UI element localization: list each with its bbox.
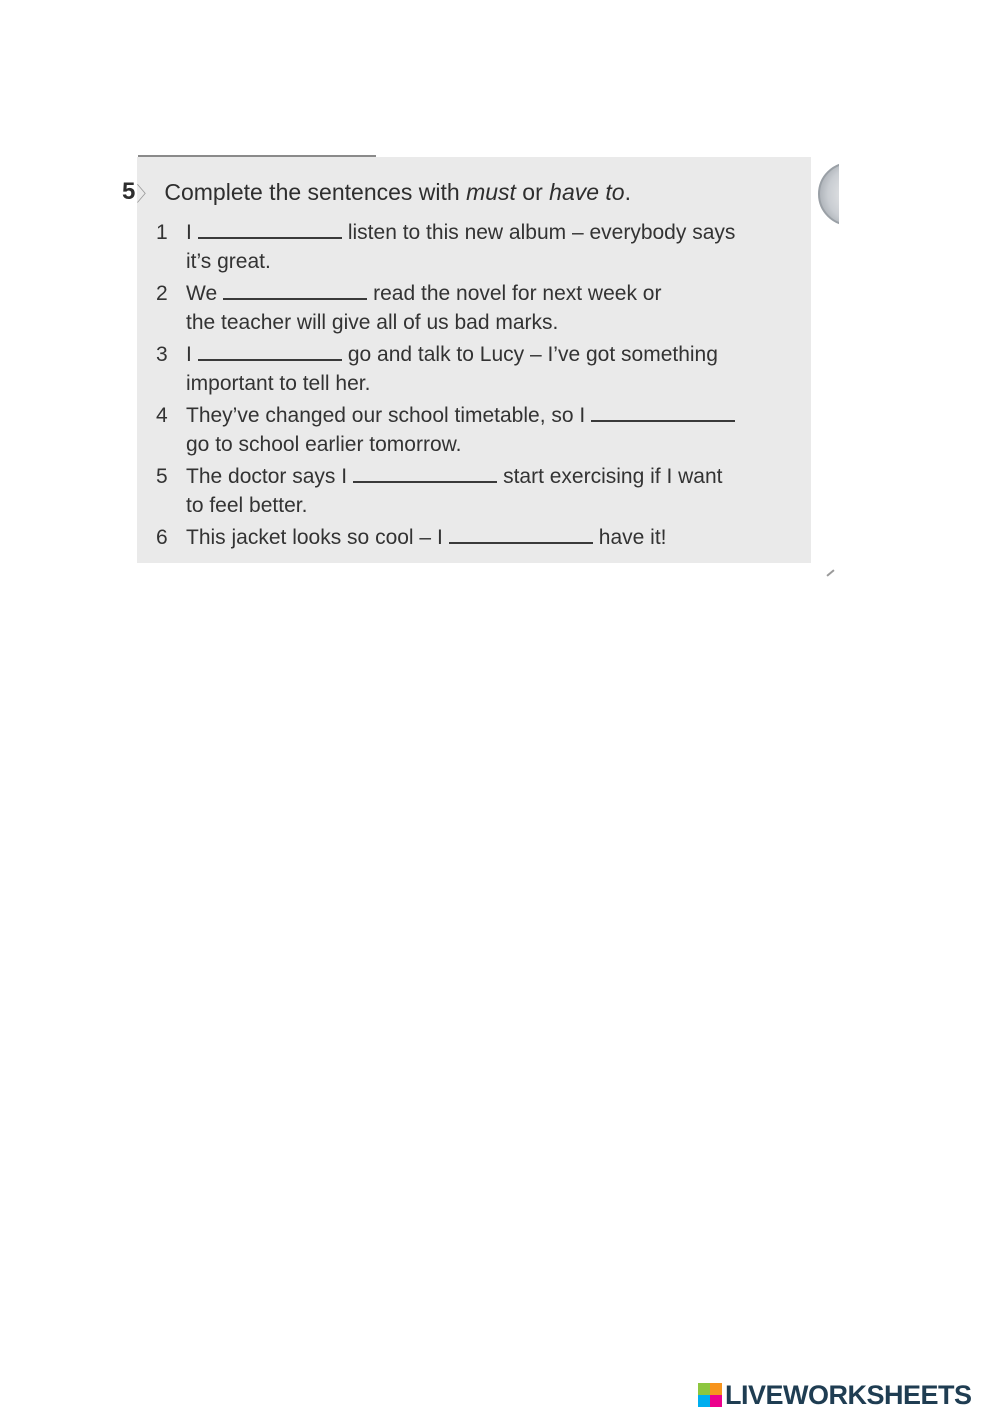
answer-blank[interactable] — [591, 402, 735, 422]
instruction-text: Complete the sentences with — [164, 178, 467, 205]
item-text: go to school earlier tomorrow. — [186, 433, 462, 456]
exercise-instruction — [122, 174, 631, 210]
chevron-right-icon: 〉 — [136, 183, 157, 206]
instruction-word-have-to: have to — [549, 178, 625, 205]
answer-blank[interactable] — [198, 219, 342, 239]
item-number: 3 — [156, 343, 168, 366]
item-text: the teacher will give all of us bad marks. — [186, 311, 559, 334]
brand-text: LIVEWORKSHEETS — [725, 1379, 972, 1410]
liveworksheets-icon — [698, 1383, 722, 1407]
corner-mark — [826, 569, 834, 576]
item-text: This jacket looks so cool – I — [186, 526, 443, 549]
answer-blank[interactable] — [449, 524, 593, 544]
item-text: listen to this new album – everybody says — [347, 221, 736, 244]
instruction-end: . — [624, 178, 631, 205]
answer-blank[interactable] — [353, 463, 497, 483]
answer-blank[interactable] — [198, 341, 342, 361]
item-text: important to tell her. — [186, 372, 371, 395]
item-text: read the novel for next week or — [373, 282, 662, 305]
item-number: 4 — [156, 404, 168, 427]
item-text: it’s great. — [186, 250, 271, 273]
item-text: go and talk to Lucy – I’ve got something — [347, 343, 718, 366]
item-number: 5 — [156, 465, 168, 488]
item-number: 1 — [156, 221, 168, 244]
item-text: I — [186, 343, 192, 366]
item-text: have it! — [598, 526, 667, 549]
item-text: I — [186, 221, 192, 244]
liveworksheets-logo — [698, 1378, 972, 1412]
instruction-or: or — [515, 178, 550, 205]
item-number: 2 — [156, 282, 168, 305]
item-text: start exercising if I want — [503, 465, 723, 488]
item-text: The doctor says I — [186, 465, 348, 488]
item-text: We — [186, 282, 218, 305]
cd-icon — [818, 162, 882, 226]
item-text: to feel better. — [186, 494, 308, 517]
exercise-number: 5 — [122, 178, 136, 205]
item-number: 6 — [156, 526, 168, 549]
instruction-word-must: must — [466, 178, 516, 205]
item-text: They’ve changed our school timetable, so I — [186, 404, 586, 427]
answer-blank[interactable] — [223, 280, 367, 300]
